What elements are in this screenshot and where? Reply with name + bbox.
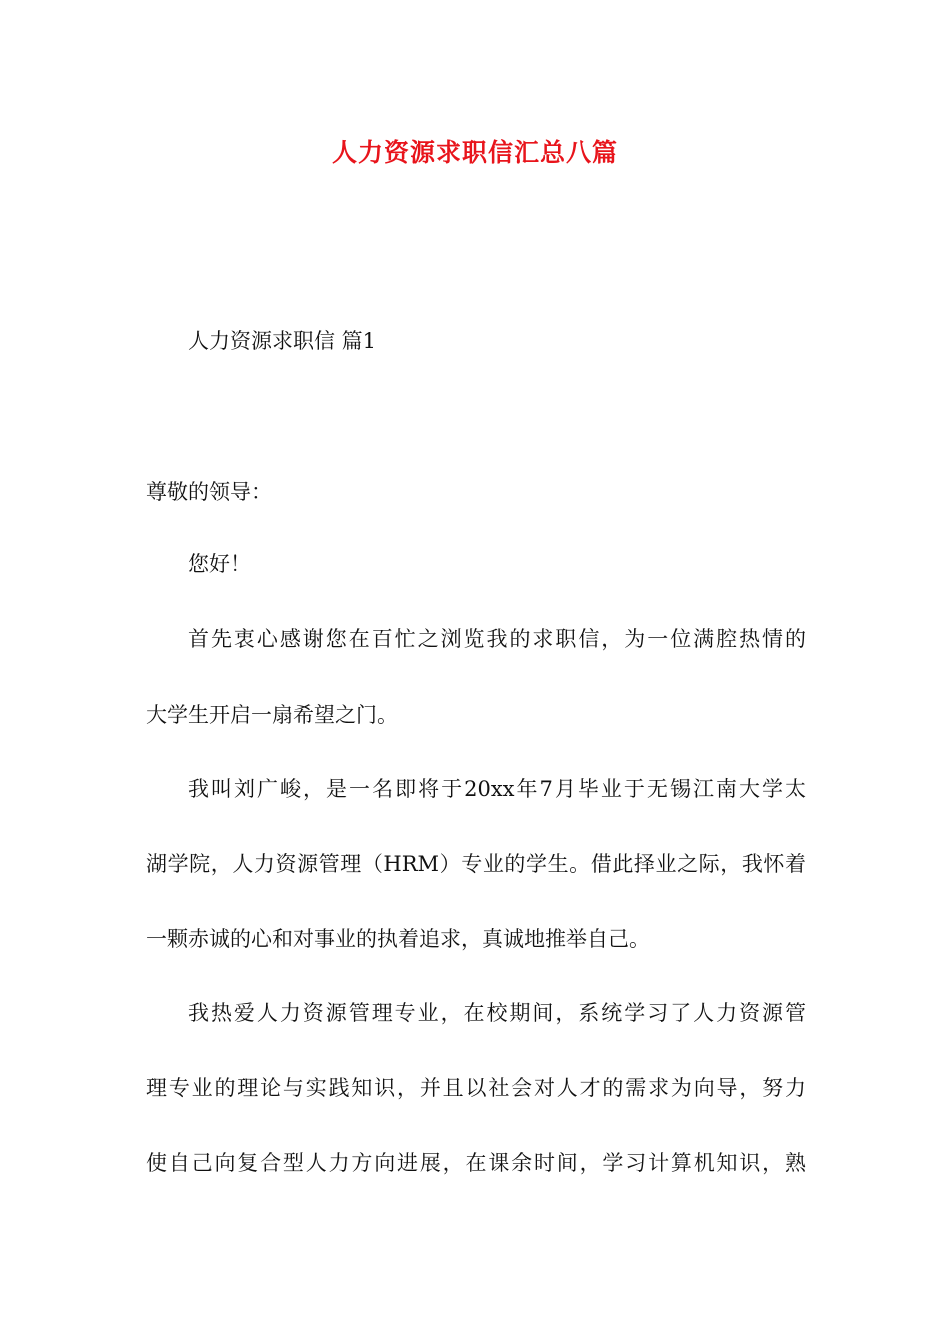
paragraph-line: 我热爱人力资源管理专业，在校期间，系统学习了人力资源管 bbox=[188, 1001, 806, 1025]
paragraph-line: 使自己向复合型人力方向进展，在课余时间，学习计算机知识，熟 bbox=[146, 1151, 806, 1175]
paragraph-line: 理专业的理论与实践知识，并且以社会对人才的需求为向导，努力 bbox=[146, 1076, 806, 1100]
paragraph-line: 一颗赤诚的心和对事业的执着追求，真诚地推举自己。 bbox=[146, 927, 650, 951]
paragraph-line: 湖学院，人力资源管理（HRM）专业的学生。借此择业之际，我怀着 bbox=[146, 852, 806, 876]
greeting: 您好！ bbox=[188, 552, 251, 576]
section-heading: 人力资源求职信 篇1 bbox=[188, 329, 377, 353]
salutation: 尊敬的领导： bbox=[146, 480, 272, 504]
paragraph-line: 首先衷心感谢您在百忙之浏览我的求职信，为一位满腔热情的 bbox=[188, 627, 806, 651]
paragraph-line: 我叫刘广峻，是一名即将于20xx年7月毕业于无锡江南大学太 bbox=[188, 777, 806, 801]
paragraph-line: 大学生开启一扇希望之门。 bbox=[146, 703, 398, 727]
document-title: 人力资源求职信汇总八篇 bbox=[331, 138, 618, 167]
